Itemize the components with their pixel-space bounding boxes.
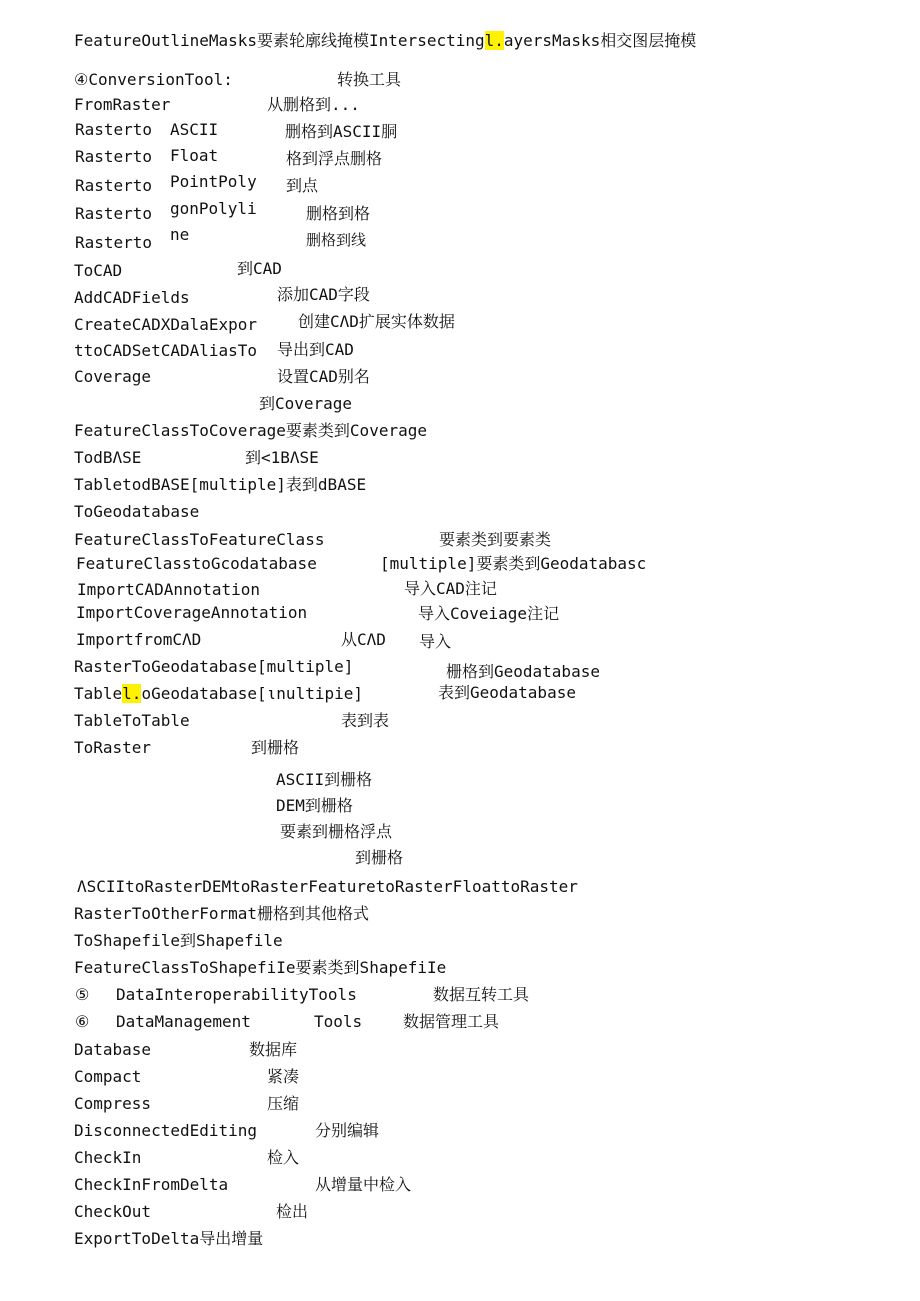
text-line: 从删格到...: [267, 95, 360, 114]
text-line: ASCII到栅格: [276, 770, 373, 789]
text-line: 要素到栅格浮点: [280, 822, 393, 841]
text-line: CheckOut: [74, 1202, 152, 1221]
section-heading: Tools: [314, 1012, 363, 1031]
section-heading: DataInteroperabilityTools: [116, 985, 357, 1004]
text-line: PointPoly: [170, 172, 257, 191]
text-line: 到Coverage: [259, 394, 353, 413]
text-line: RasterToOtherFormat栅格到其他格式: [74, 904, 370, 923]
text-line: ImportfromCΛD: [76, 630, 202, 649]
section-number: ⑤: [75, 985, 90, 1004]
text-line: 删格到格: [306, 204, 371, 223]
text-line: Coverage: [74, 367, 152, 386]
section-heading-translation: 数据互转工具: [433, 985, 530, 1004]
text-line: 到栅格: [251, 738, 300, 757]
text-line: gonPolyli: [170, 199, 257, 218]
text-line: DEM到栅格: [276, 796, 353, 815]
text-line: FeatureClasstoGcodatabase: [76, 554, 317, 573]
text-line: 到<1BΛSE: [245, 448, 319, 467]
text-line: [multiple]要素类到Geodatabasc: [380, 554, 647, 573]
text-line: 紧凑: [267, 1067, 300, 1086]
text-span: oGeodatabase[ιnultipie]: [141, 684, 363, 703]
text-line: RasterToGeodatabase[multiple]: [74, 657, 354, 676]
text-span: Table: [74, 684, 123, 703]
text-line: Rasterto: [75, 233, 153, 252]
section-number: ⑥: [75, 1012, 90, 1031]
text-line: CreateCADXDalaExpor: [74, 315, 258, 334]
text-line: TodBΛSE: [74, 448, 142, 467]
text-line: 检出: [276, 1202, 309, 1221]
text-line: 栅格到Geodatabase: [446, 662, 600, 681]
text-line: CheckIn: [74, 1148, 142, 1167]
text-line: 要素类到要素类: [439, 530, 552, 549]
text-line: 添加CAD字段: [277, 285, 370, 304]
text-line: ImportCADAnnotation: [77, 580, 261, 599]
text-span: FeatureOutlineMasks要素轮廓线掩模Intersecting: [74, 31, 485, 50]
text-line: 到点: [286, 176, 319, 195]
text-line: TabletodBASE[multiple]表到dBASE: [74, 475, 367, 494]
highlighted-text: l.: [484, 31, 504, 50]
text-line: ToGeodatabase: [74, 502, 200, 521]
text-line: Compact: [74, 1067, 142, 1086]
text-line: Database: [74, 1040, 152, 1059]
text-line: 压缩: [267, 1094, 300, 1113]
text-line: 分别编辑: [315, 1121, 380, 1140]
text-line: FeatureClassToFeatureClass: [74, 530, 325, 549]
text-line: DisconnectedEditing: [74, 1121, 258, 1140]
text-line: 从增量中检入: [315, 1175, 412, 1194]
text-line: 到栅格: [355, 848, 404, 867]
text-line: ToShapefile到Shapefile: [74, 931, 283, 950]
text-line: 数据库: [249, 1040, 298, 1059]
text-line: Rasterto: [75, 176, 153, 195]
text-line: 导出到CAD: [277, 340, 354, 359]
text-line: FeatureClassToShapefiIe要素类到ShapefiIe: [74, 958, 447, 977]
text-line: ne: [170, 225, 190, 244]
section-heading-translation: 转换工具: [337, 70, 402, 89]
text-line: 导入CAD注记: [404, 579, 497, 598]
text-line: [74, 31, 696, 51]
text-line: 到CAD: [237, 259, 282, 278]
text-line: ToCAD: [74, 261, 123, 280]
text-line: 表到表: [341, 711, 390, 730]
section-heading: DataManagement: [116, 1012, 251, 1031]
text-line: 导入: [419, 632, 452, 651]
text-line: Compress: [74, 1094, 152, 1113]
text-line: 检入: [267, 1148, 300, 1167]
text-line: ImportCoverageAnnotation: [76, 603, 308, 622]
text-line: Rasterto: [75, 147, 153, 166]
text-line: 删格到ASCII胴: [285, 122, 398, 141]
text-line: Rasterto: [75, 120, 153, 139]
text-line: Float: [170, 146, 219, 165]
text-line: 设置CAD别名: [277, 367, 370, 386]
text-line: [74, 684, 363, 704]
highlighted-text: l.: [122, 684, 142, 703]
text-line: ttoCADSetCADAliasTo: [74, 341, 258, 360]
text-line: 格到浮点删格: [286, 149, 383, 168]
text-line: CheckInFromDelta: [74, 1175, 229, 1194]
text-line: 导入Coveiage注记: [418, 604, 560, 623]
text-line: 表到Geodatabase: [438, 683, 576, 702]
section-heading-translation: 数据管理工具: [403, 1012, 500, 1031]
text-line: 删格到线: [306, 231, 367, 249]
text-line: FromRaster: [74, 95, 171, 114]
text-line: ExportToDelta导出增量: [74, 1229, 264, 1248]
text-line: 创建CΛD扩展实体数据: [298, 312, 455, 331]
text-line: ΛSCIItoRasterDEMtoRasterFeaturetoRasterFloattoRaster: [77, 877, 578, 896]
section-heading: ④ConversionTool:: [74, 70, 233, 89]
text-line: AddCADFields: [74, 288, 190, 307]
text-line: ASCII: [170, 120, 219, 139]
text-span: ayersMasks相交图层掩模: [503, 31, 697, 50]
text-line: TableToTable: [74, 711, 190, 730]
text-line: ToRaster: [74, 738, 152, 757]
text-line: 从CΛD: [341, 630, 386, 649]
text-line: Rasterto: [75, 204, 153, 223]
text-line: FeatureClassToCoverage要素类到Coverage: [74, 421, 427, 440]
